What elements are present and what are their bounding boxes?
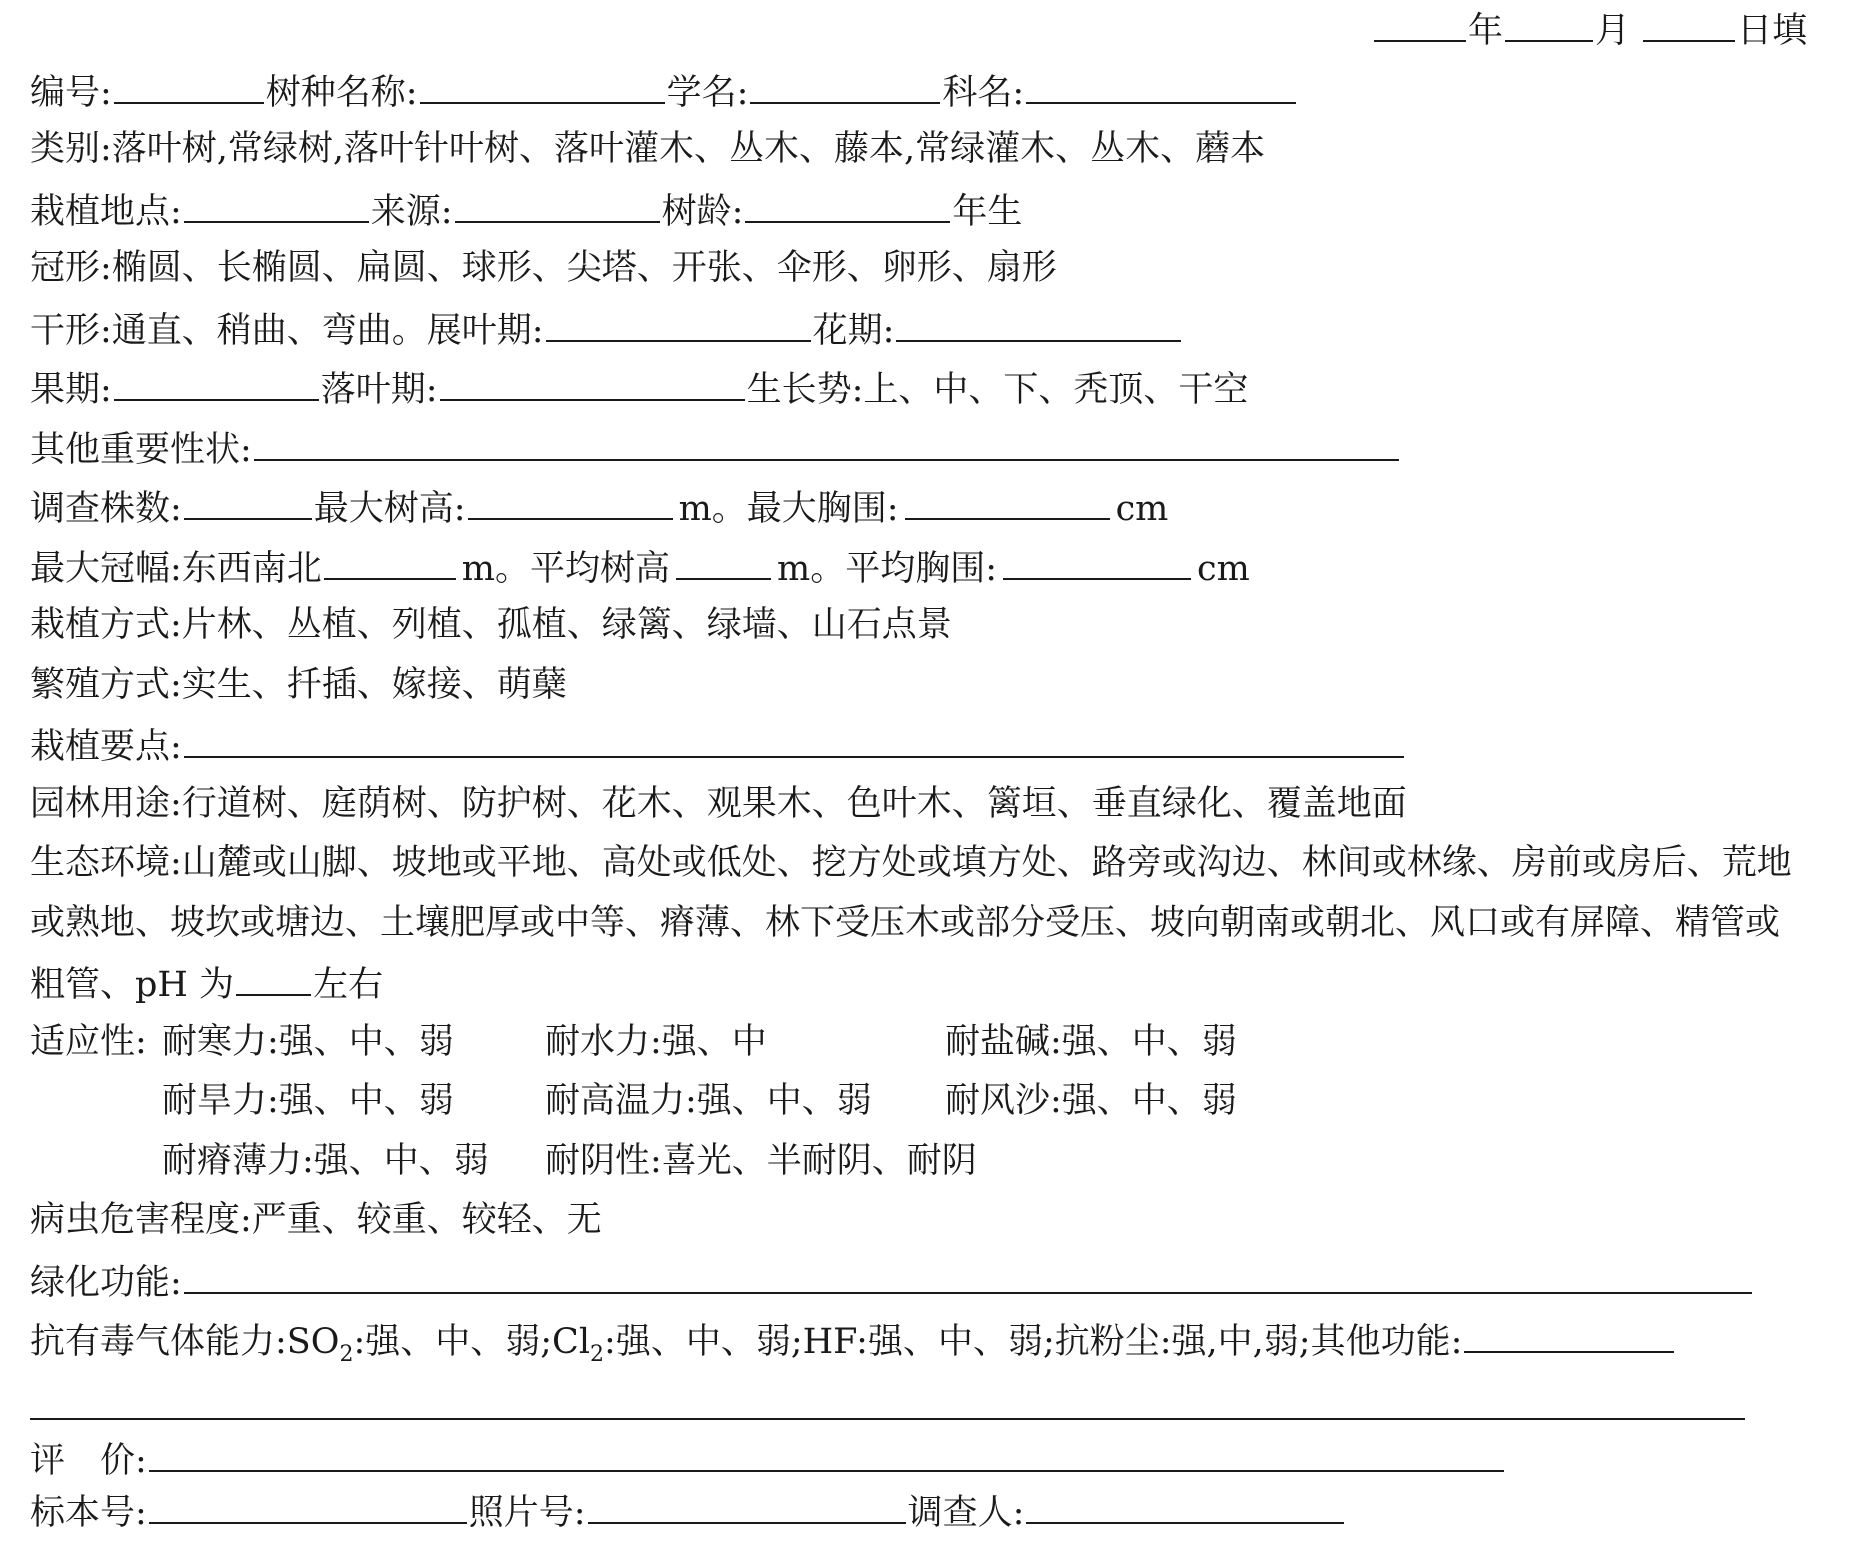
max-crown-blank[interactable] — [324, 538, 456, 580]
evaluation-row — [30, 1430, 1506, 1486]
specimen-blank[interactable] — [149, 1482, 467, 1524]
water-tolerance: 耐水力:强、中 — [545, 1022, 767, 1062]
sand-tolerance: 耐风沙:强、中、弱 — [945, 1081, 1237, 1121]
other-traits-blank[interactable] — [254, 419, 1399, 461]
month-blank[interactable] — [1505, 0, 1593, 42]
leaf-out-blank[interactable] — [546, 300, 811, 342]
pest-text: 病虫危害程度:严重、较重、较轻、无 — [30, 1200, 602, 1240]
garden-use-row — [30, 776, 1407, 832]
year-blank[interactable] — [1374, 0, 1466, 42]
eco-text-2: 或熟地、坡坎或塘边、土壤肥厚或中等、瘠薄、林下受压木或部分受压、坡向朝南或朝北、风口或有屏障、精管或 — [30, 903, 1781, 943]
photo-label: 照片号: — [468, 1493, 586, 1533]
ph-blank[interactable] — [236, 954, 311, 996]
avg-girth-blank[interactable] — [1003, 538, 1191, 580]
crown-shape-text: 冠形:椭圆、长椭圆、扁圆、球形、尖塔、开张、伞形、卵形、扇形 — [30, 248, 1057, 288]
sci-name-blank[interactable] — [750, 62, 940, 104]
site-row — [30, 181, 1022, 237]
toxic-text-a: 抗有毒气体能力:SO — [30, 1322, 340, 1362]
trunk-row — [30, 300, 1183, 356]
fruit-row — [30, 359, 1248, 415]
eco-text-3b: 左右 — [313, 965, 384, 1005]
poor-soil-tolerance: 耐瘠薄力:强、中、弱 — [162, 1141, 489, 1181]
unit-cm2: cm — [1196, 549, 1250, 589]
adapt-row-3 — [30, 1133, 1430, 1189]
other-function-continuation-line[interactable] — [30, 1418, 1745, 1420]
survey-count-label: 调查株数: — [30, 489, 182, 529]
eco-row-1 — [30, 835, 1792, 891]
shade-tolerance: 耐阴性:喜光、半耐阴、耐阴 — [545, 1141, 977, 1181]
flower-period-blank[interactable] — [896, 300, 1181, 342]
eco-row-3 — [30, 954, 383, 1010]
plant-site-label: 栽植地点: — [30, 192, 182, 232]
plant-method-text: 栽植方式:片林、丛植、列植、孤植、绿篱、绿墙、山石点景 — [30, 605, 952, 645]
toxic-text-c: :强、中、弱;HF:强、中、弱;抗粉尘:强,中,弱;其他功能: — [604, 1322, 1463, 1362]
number-label: 编号: — [30, 73, 112, 113]
family-label: 科名: — [942, 73, 1025, 113]
date-row — [1372, 0, 1807, 56]
plant-site-blank[interactable] — [184, 181, 369, 223]
eco-row-2 — [30, 895, 1780, 951]
years-old-label: 年生 — [952, 192, 1023, 232]
family-blank[interactable] — [1026, 62, 1296, 104]
evaluation-blank[interactable] — [149, 1430, 1504, 1472]
drought-tolerance: 耐旱力:强、中、弱 — [162, 1081, 454, 1121]
cold-tolerance: 耐寒力:强、中、弱 — [162, 1022, 454, 1062]
avg-height-blank[interactable] — [676, 538, 771, 580]
cl2-subscript: 2 — [590, 1342, 605, 1367]
growth-text: 生长势:上、中、下、秃顶、干空 — [746, 370, 1249, 410]
day-fill-label: 日填 — [1737, 11, 1808, 51]
plant-points-blank[interactable] — [184, 716, 1404, 758]
heat-tolerance: 耐高温力:强、中、弱 — [545, 1081, 872, 1121]
crown-size-row — [30, 538, 1254, 594]
source-label: 来源: — [370, 192, 453, 232]
survey-row — [30, 478, 1172, 534]
toxic-text-b: :强、中、弱;Cl — [353, 1322, 591, 1362]
sci-name-label: 学名: — [666, 73, 749, 113]
other-function-blank[interactable] — [1464, 1311, 1674, 1353]
signature-row — [30, 1482, 1346, 1538]
category-text: 类别:落叶树,常绿树,落叶针叶树、落叶灌木、丛木、藤本,常绿灌木、丛木、蘑本 — [30, 129, 1266, 169]
fruit-period-label: 果期: — [30, 370, 112, 410]
toxic-row — [30, 1311, 1676, 1367]
tree-age-blank[interactable] — [745, 181, 950, 223]
fruit-period-blank[interactable] — [114, 359, 319, 401]
max-height-label: 最大树高: — [313, 489, 466, 529]
unit-m1: m。最大胸围: — [678, 489, 899, 529]
crown-row — [30, 240, 1057, 296]
number-blank[interactable] — [114, 62, 264, 104]
other-traits-row — [30, 419, 1401, 475]
max-girth-blank[interactable] — [905, 478, 1110, 520]
source-blank[interactable] — [455, 181, 660, 223]
eco-text-1: 生态环境:山麓或山脚、坡地或平地、高处或低处、挖方处或填方处、路旁或沟边、林间或林缘、房前或房后、荒地 — [30, 843, 1792, 883]
day-blank[interactable] — [1643, 0, 1735, 42]
plant-points-label: 栽植要点: — [30, 727, 182, 767]
specimen-label: 标本号: — [30, 1493, 147, 1533]
max-crown-label: 最大冠幅:东西南北 — [30, 549, 322, 589]
salt-tolerance: 耐盐碱:强、中、弱 — [945, 1022, 1237, 1062]
plant-points-row — [30, 716, 1406, 772]
adapt-label: 适应性: — [30, 1022, 147, 1062]
id-row — [30, 62, 1298, 118]
leaf-fall-blank[interactable] — [440, 359, 745, 401]
other-traits-label: 其他重要性状: — [30, 430, 252, 470]
greening-blank[interactable] — [184, 1252, 1752, 1294]
month-label: 月 — [1595, 11, 1631, 51]
adapt-row-1 — [30, 1014, 1430, 1070]
garden-use-text: 园林用途:行道树、庭荫树、防护树、花木、观果木、色叶木、篱垣、垂直绿化、覆盖地面 — [30, 784, 1407, 824]
so2-subscript: 2 — [339, 1342, 354, 1367]
investigator-label: 调查人: — [907, 1493, 1025, 1533]
leaf-fall-label: 落叶期: — [320, 370, 438, 410]
greening-row — [30, 1252, 1754, 1308]
survey-count-blank[interactable] — [184, 478, 312, 520]
eco-text-3a: 粗管、pH 为 — [30, 965, 235, 1005]
species-name-label: 树种名称: — [265, 73, 418, 113]
plant-method-row — [30, 597, 952, 653]
propagation-row — [30, 657, 567, 713]
flower-period-label: 花期: — [812, 311, 895, 351]
unit-m2: m。平均树高 — [461, 549, 670, 589]
unit-m3: m。平均胸围: — [777, 549, 997, 589]
year-label: 年 — [1468, 11, 1504, 51]
adapt-row-2 — [30, 1073, 1430, 1129]
evaluation-label: 评 价: — [30, 1441, 147, 1481]
greening-label: 绿化功能: — [30, 1263, 182, 1303]
trunk-shape-label: 干形:通直、稍曲、弯曲。展叶期: — [30, 311, 544, 351]
propagation-text: 繁殖方式:实生、扦插、嫁接、萌蘖 — [30, 665, 567, 705]
photo-blank[interactable] — [588, 1482, 906, 1524]
species-name-blank[interactable] — [420, 62, 665, 104]
unit-cm1: cm — [1115, 489, 1169, 529]
pest-row — [30, 1192, 602, 1248]
tree-age-label: 树龄: — [661, 192, 744, 232]
category-row — [30, 121, 1265, 177]
max-height-blank[interactable] — [468, 478, 673, 520]
investigator-blank[interactable] — [1026, 1482, 1344, 1524]
